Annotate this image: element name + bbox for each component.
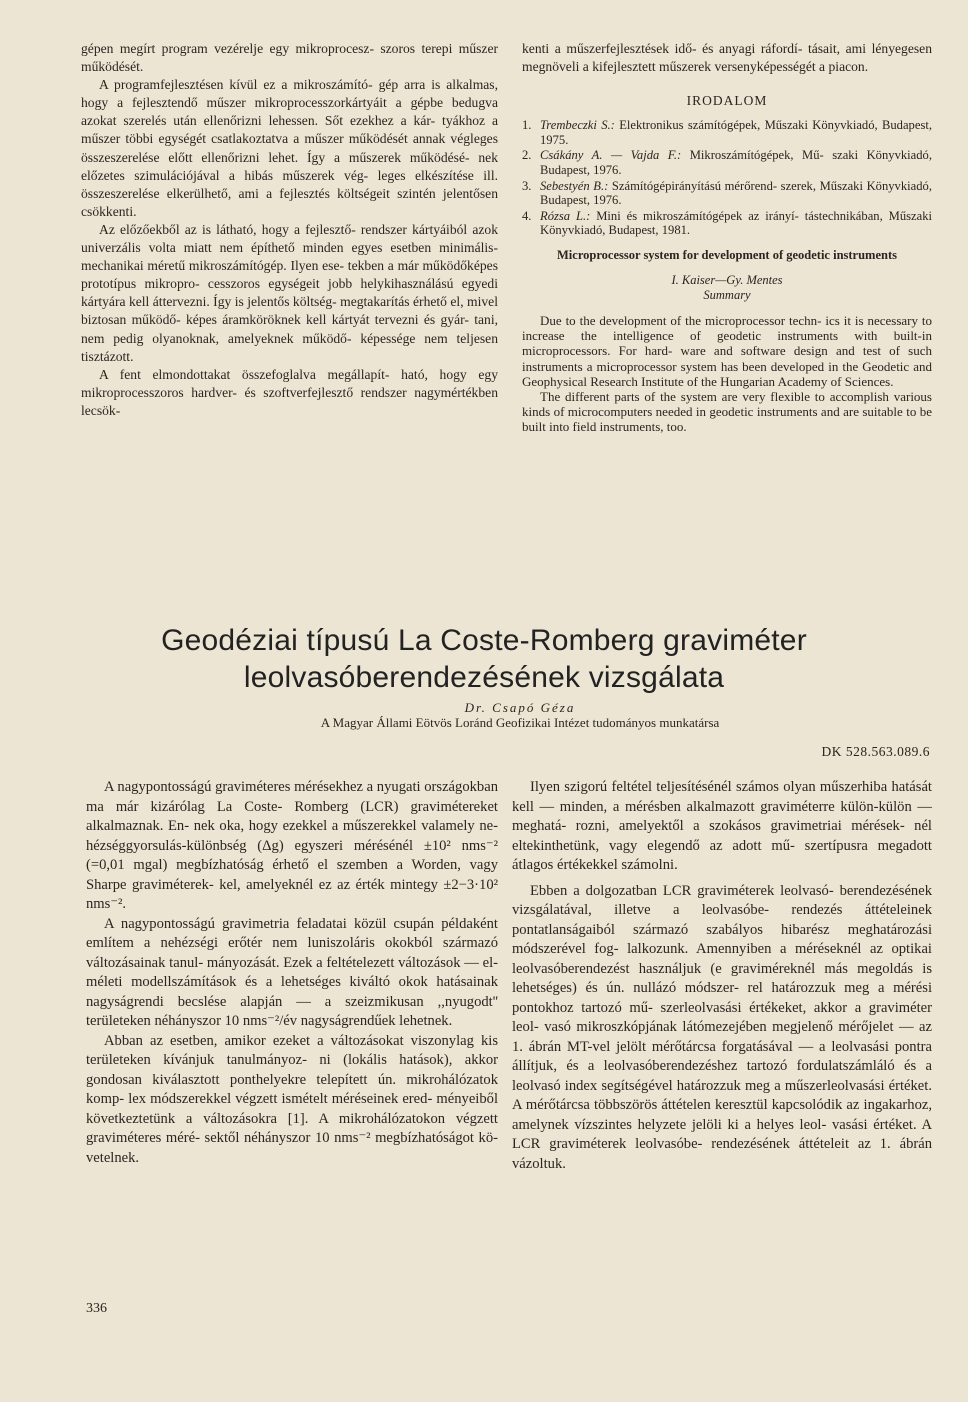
article-affiliation: A Magyar Állami Eötvös Loránd Geofizikai Intézet tudományos munkatársa bbox=[320, 715, 720, 730]
paragraph: Az előzőekből az is látható, hogy a fejlesztő- rendszer kártyáiból azok univerzális volta miatt nem építhető minden egyes esetben minimális- mechanikai méretű mikroszámítógép. Ilyen ese- tekben a már működőképes prototípus mikropro- cesszoros egységeit jobb helykihasználású egyedi kártyára kell áttervezni. Így is jelentős költség- megtakarítás érhető el, mivel biztosan működő- képes áramköröknek kell kártyát tervezni és gyár- tani, nem pedig olyanoknak, amelyeknek működő- képessége nem teljesen tisztázott. bbox=[81, 221, 498, 364]
bottom-right-column bbox=[512, 778, 932, 1174]
reference-text: Mini és mikroszámítógépek az irányí- tástechnikában, Műszaki Könyvkiadó, Budapest, 1981. bbox=[540, 208, 932, 238]
paragraph: Abban az esetben, amikor ezeket a változásokat viszonylag kis területeken kívánjuk tanulmányoz- ni (lokális hatások), akkor gondosan kiválasztott ponthelyekre telepített ún. mikrohálózatok komp- lex módszerekkel végzett ismételt méréseinek ered- ményeiből következtetünk a változásokra [1]. A mikrohálózatokon végzett graviméteres méré- sektől néhányszor 10 nms⁻² megbízhatóságot kö- vetelnek. bbox=[86, 1032, 498, 1166]
paragraph: A nagypontosságú gravimetria feladatai közül csupán példaként említem a nehézségi erőtér nem luniszoláris okokból származó változásainak tanul- mányozását. Ezek a feltételezett változások — el- méleti modellszámítások és a lehetséges kiváltó okok hatásainak nagyságrendi becslése alapján — a szeizmikusan ,,nyugodt'' területeken néhányszor 10 nms⁻²/év nagyságrendűek lehetnek. bbox=[86, 915, 498, 1029]
english-summary-heading: Summary bbox=[703, 288, 751, 303]
article-title-line: leolvasóberendezésének vizsgálata bbox=[243, 661, 725, 694]
reference-number: 4. bbox=[522, 208, 532, 223]
bottom-left-column bbox=[86, 778, 498, 1168]
dk-classification: DK 528.563.089.6 bbox=[821, 744, 930, 759]
top-left-column bbox=[81, 40, 498, 420]
english-summary-title: Microprocessor system for development of geodetic instruments bbox=[557, 248, 897, 263]
paragraph: kenti a műszerfejlesztések idő- és anyagi ráfordí- tásait, ami lényegesen megnöveli a kifejlesztett műszerek versenyképességét a piacon. bbox=[522, 41, 932, 75]
reference-author: Sebestyén B.: bbox=[540, 178, 609, 193]
reference-author: Trembeczki S.: bbox=[540, 118, 615, 133]
reference-number: 2. bbox=[522, 148, 532, 163]
reference-number: 1. bbox=[522, 118, 532, 133]
reference-number: 3. bbox=[522, 178, 532, 193]
paragraph: gépen megírt program vezérelje egy mikroprocesz- szoros terepi műszer működését. bbox=[81, 41, 498, 75]
english-summary-paragraph: The different parts of the system are very flexible to accomplish various kinds of microcomputers needed in geodetic instruments and are suitable to be built into field instruments, too. bbox=[522, 389, 932, 435]
reference-item bbox=[522, 209, 932, 238]
reference-item bbox=[522, 148, 932, 177]
english-summary-paragraph: Due to the development of the microprocessor techn- ics it is necessary to increase the intelligence of geodetic instruments with built-in microprocessors. For hard- ware and software design and test of such instruments a microprocessor system has been developed in the Geodetic and Geophysical Research Institute of the Hungarian Academy of Sciences. bbox=[522, 313, 932, 389]
reference-item bbox=[522, 118, 932, 147]
references-heading: IRODALOM bbox=[686, 93, 768, 109]
paragraph: A nagypontosságú graviméteres mérésekhez a nyugati országokban ma már kizárólag La Coste- Romberg (LCR) gravimétereket alkalmaznak. En- nek oka, hogy ezekkel a műszerekkel valamely ne- hézséggyorsulás-különbség (Δg) egyszeri mérésénél ±10² nms⁻² (=0,01 mgal) megbízhatóság érhető el szemben a Worden, vagy Sharpe graviméterek- kel, amelyeknél ez az érték mintegy ±2−3·10² nms⁻². bbox=[86, 779, 498, 912]
paragraph: A fent elmondottakat összefoglalva megállapít- ható, hogy egy mikroprocesszoros hardver- és szoftverfejlesztő rendszer nagymértékben lecsök- bbox=[81, 366, 498, 418]
paragraph: A programfejlesztésen kívül ez a mikroszámító- gép arra is alkalmas, hogy a fejlesztendő műszer mikroprocesszorkártyáit a gépbe bedugva azokat szerelés után ellenőrizni lehessen. Sőt ezekhez a kár- tyákhoz a műszer többi egységét csatlakoztatva a műszer működését annak végleges összeszerelése előtt ellenőrizni lehet. Így a műszerek működésé- nek előzetes szimulációjával a hibás műszerek vég- leges elkészítése ill. összeszerelése elkerülhető, ami a fejlesztés költségeit szintén jelentősen csökkenti. bbox=[81, 77, 498, 219]
article-title bbox=[40, 622, 928, 696]
top-right-column bbox=[522, 40, 932, 435]
english-summary-authors: I. Kaiser—Gy. Mentes bbox=[671, 273, 783, 288]
reference-author: Csákány A. — Vajda F.: bbox=[540, 148, 682, 163]
reference-author: Rózsa L.: bbox=[540, 208, 591, 223]
reference-list bbox=[522, 118, 932, 238]
reference-text: Számítógépirányítású mérőrend- szerek, Műszaki Könyvkiadó, Budapest, 1976. bbox=[540, 178, 932, 208]
paragraph: Ilyen szigorú feltétel teljesítésénél számos olyan műszerhiba hatását kell — minden, a mérésben alkalmazott graviméterre külön-külön — meghatá- rozni, amelyektől a szokásos gravimetriai mérések- nél eltekinthetünk, vagy elegendő az adott mű- szertípusra megadott átlagos értékekkel számolni. bbox=[512, 779, 932, 873]
reference-text: Elektronikus számítógépek, Műszaki Könyvkiadó, Budapest, 1975. bbox=[540, 118, 932, 147]
page-number: 336 bbox=[86, 1301, 107, 1316]
reference-text: Mikroszámítógépek, Mű- szaki Könyvkiadó, Budapest, 1976. bbox=[540, 148, 932, 178]
article-author: Dr. Csapó Géza bbox=[464, 700, 576, 715]
paragraph: Ebben a dolgozatban LCR graviméterek leolvasó- berendezésének vizsgálatával, illetve a leolvasóbe- rendezés áttételeinek pontatlanságaiból származó szabályos hibarész meghatározási módszerével fog- lalkozunk. Amennyiben a méréseknél az optikai leolvasóberendezést használjuk (e graviméreknél más megoldás is lehetséges) és ún. nullázó módszer- rel határozzuk meg a mérési pontokhoz tartozó mű- szerleolvasási értékeket, akkor a graviméter leol- vasó mikroszkópjának látómezejében megjelenő mérőjelet — az 1. ábrán MT-vel jelölt mérőtárcsa forgatásával — a leolvasási pontra állítjuk, és a leolvasóberendezéshez tartozó fordulatszámláló és a leolvasó index segítségével határozzuk meg a műszerleolvasási értéket. A mérőtárcsa többszörös áttételen keresztül kapcsolódik az ingakarhoz, amelynek vízszintes helyzete jelöli ki a helyes leol- vasási értéket. A LCR graviméterek leolvasóbe- rendezésének áttételeit az 1. ábrán vázoltuk. bbox=[512, 882, 932, 1172]
reference-item bbox=[522, 179, 932, 208]
article-title-line: Geodéziai típusú La Coste-Romberg graviméter bbox=[161, 624, 807, 657]
